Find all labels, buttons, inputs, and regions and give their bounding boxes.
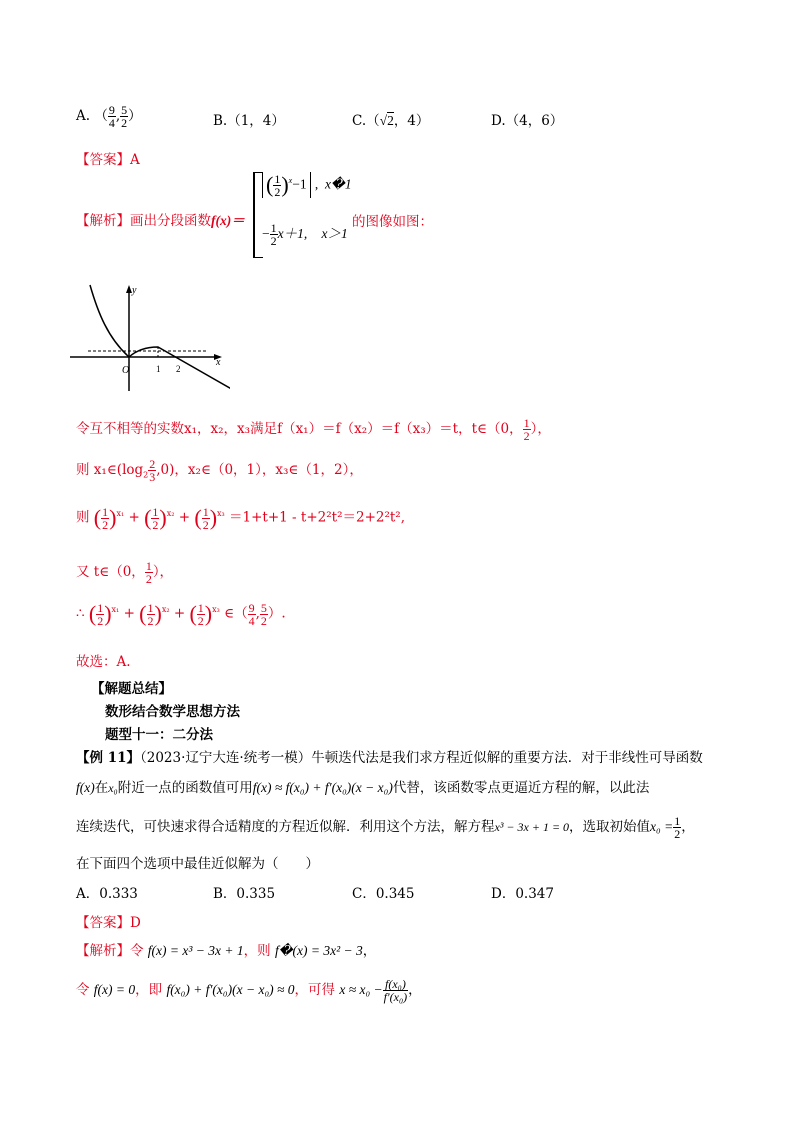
example-line-4: 在下面四个选项中最佳近似解为（ ） [76,856,319,872]
example-line-2: f(x)在x₀附近一点的函数值可用f(x) ≈ f(x₀) + f′(x₀)(x − x₀)代替，该函数零点更逼近方程的解，以此法 [76,780,650,796]
line-sum: 则 ( $\frac{1}{2}$ )$^{x_1}$ + ( $\frac{1}{2}$ )$^{x_2}$ + ( $\frac{1}{2}$ )$^{x_3}$ ＝1+t+1 - t+2²t²＝2+2²t², [76,504,406,532]
line-again: 又 t∈（0， $\frac{1}{2}$ ）， [76,559,174,586]
fraction-9-4: $\frac{9}{4}$ [108,103,115,130]
analysis-2-line-1: 【解析】令 f(x) = x³ − 3x + 1，则 f�(x) = 3x² − 3， [76,943,377,959]
option-d-1: D.（4，6） [491,113,564,129]
answer-label-2: 【答案】D [76,915,141,931]
method-heading: 数形结合数学思想方法 [105,704,240,720]
example-line-3: 连续迭代，可快速求得合适精度的方程近似解．利用这个方法，解方程x³ − 3x + 1 = 0，选取初始值x₀ = $\frac{1}{2}$ ， [76,814,695,841]
analysis-2-line-2: 令 f(x) = 0，即 f(x₀) + f′(x₀)(x − x₀) ≈ 0，可得 x ≈ x₀ − $\frac{\text{f(x₀)}}{\text{f′(x₀)}}$ ， [76,977,422,1004]
option-c-1: C.（√2，4） [352,113,430,129]
answer-label-1: 【答案】A [76,152,140,168]
analysis-1-text: 【解析】画出分段函数f(x)＝ [76,213,245,229]
tick-2: 2 [176,364,181,374]
option-b-1: B.（1，4） [213,113,285,129]
line-t: 令互不相等的实数x₁，x₂，x₃满足f（x₁）＝f（x₂）＝f（x₃）＝t，t∈（0， $\frac{1}{2}$ ）， [76,416,551,443]
function-graph [70,283,230,393]
y-label: y [132,285,137,296]
analysis-1-end: 的图像如图： [352,214,433,230]
option-a-2: A．0.333 [76,886,138,902]
option-c-2: C．0.345 [352,886,415,902]
piecewise-row-2: − $\frac{1}{2}$ x＋1, x＞1 [262,221,348,248]
option-b-2: B．0.335 [213,886,276,902]
tick-1: 1 [156,364,161,374]
choose-line: 故选：A. [76,654,131,670]
origin-label: O [122,365,130,376]
option-d-2: D．0.347 [491,886,554,902]
line-x-ranges: 则 $x_1\in(\log_2$ $\frac{2}{3}$ ,0)，x₂∈（0，1），x₃∈（1，2）， [76,457,363,484]
piecewise-row-1: ( $\frac{1}{2}$ )$^x$−1 , x�1 [262,172,352,198]
summary-heading: 【解题总结】 [91,681,172,697]
option-a-1: A. （ $\frac{9}{4}$ , $\frac{5}{2}$ ） [76,103,142,130]
function-curve [90,285,230,391]
x-label: x [216,357,221,368]
example-line-1: 【例 11】（2023·辽宁大连·统考一模）牛顿迭代法是我们求方程近似解的重要方法．对于非线性可导函数 [76,750,703,766]
fraction-5-2: $\frac{5}{2}$ [121,103,128,130]
topic-heading: 题型十一：二分法 [105,727,213,743]
line-therefore: ∴ ( $\frac{1}{2}$ )$^{x_1}$ + ( $\frac{1}{2}$ )$^{x_2}$ + ( $\frac{1}{2}$ )$^{x_3}$ ∈（ $\frac{9}{4}$ , $\frac{5}{2}$ ）. [76,600,286,628]
